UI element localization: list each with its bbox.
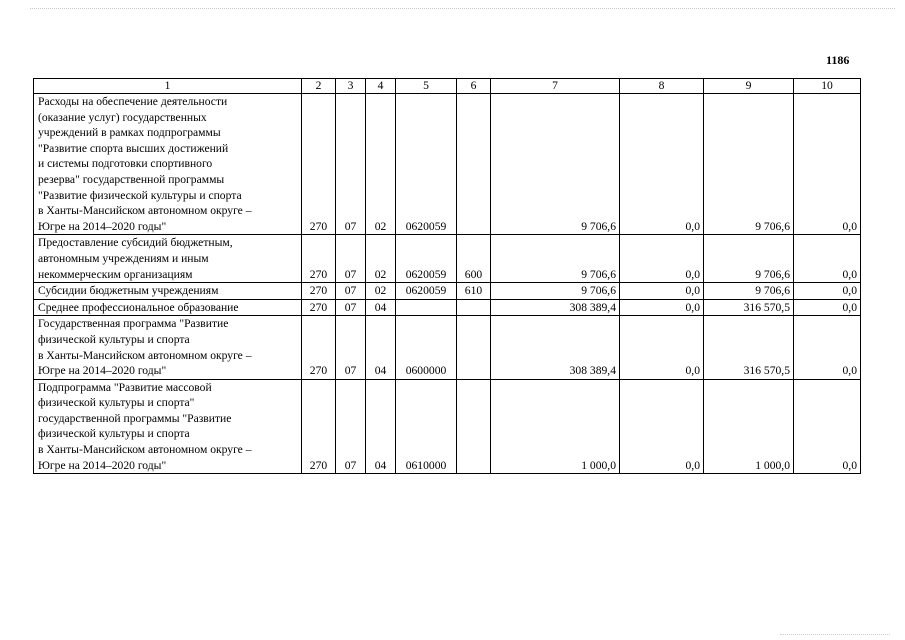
column-header: 1: [34, 79, 302, 94]
cell-subsection: 04: [366, 299, 396, 316]
expense-name-line: Государственная программа "Развитие: [38, 317, 229, 331]
cell-target-item: 0620059: [396, 94, 457, 235]
cell-expense-name: [34, 299, 302, 316]
cell-expense-name: [34, 316, 302, 379]
expense-name-line: Среднее профессиональное образование: [38, 300, 239, 314]
cell-admin-code: 270: [302, 235, 336, 283]
cell-subsection: 04: [366, 316, 396, 379]
cell-amount-col8: 0,0: [620, 283, 704, 300]
table-row: [34, 94, 861, 235]
cell-expense-name: [34, 94, 302, 235]
cell-subsection: 02: [366, 283, 396, 300]
cell-amount-col9: 1 000,0: [704, 379, 794, 474]
cell-section: 07: [336, 235, 366, 283]
cell-amount-col8: 0,0: [620, 316, 704, 379]
cell-expense-type: 610: [457, 283, 491, 300]
column-header: 6: [457, 79, 491, 94]
expense-name-line: (оказание услуг) государственных: [38, 110, 207, 124]
cell-amount-col7: 9 706,6: [491, 235, 620, 283]
expense-name-line: физической культуры и спорта: [38, 332, 190, 346]
cell-section: 07: [336, 94, 366, 235]
cell-expense-type: [457, 379, 491, 474]
cell-expense-type: 600: [457, 235, 491, 283]
cell-section: 07: [336, 283, 366, 300]
column-header: 3: [336, 79, 366, 94]
expense-name-line: некоммерческим организациям: [38, 267, 193, 281]
cell-amount-col10: 0,0: [794, 94, 861, 235]
cell-amount-col7: 308 389,4: [491, 299, 620, 316]
cell-target-item: 0610000: [396, 379, 457, 474]
cell-admin-code: 270: [302, 379, 336, 474]
table-row: [34, 299, 861, 316]
expense-name-line: "Развитие спорта высших достижений: [38, 141, 229, 155]
cell-amount-col8: 0,0: [620, 299, 704, 316]
table-row: [34, 235, 861, 283]
cell-section: 07: [336, 299, 366, 316]
cell-target-item: 0620059: [396, 283, 457, 300]
expense-name-line: физической культуры и спорта: [38, 427, 190, 441]
cell-amount-col8: 0,0: [620, 379, 704, 474]
column-header: 10: [794, 79, 861, 94]
column-header: 2: [302, 79, 336, 94]
column-header: 9: [704, 79, 794, 94]
expense-name-line: резерва" государственной программы: [38, 172, 225, 186]
expense-name-line: в Ханты-Мансийском автономном округе –: [38, 204, 252, 218]
expense-name-line: автономным учреждениям и иным: [38, 251, 209, 265]
cell-expense-name: [34, 283, 302, 300]
page-number: 1186: [826, 53, 850, 67]
expense-name-line: Субсидии бюджетным учреждениям: [38, 284, 219, 298]
column-header: 5: [396, 79, 457, 94]
cell-amount-col7: 1 000,0: [491, 379, 620, 474]
expense-name-line: и системы подготовки спортивного: [38, 157, 213, 171]
scan-edge-bottom: [780, 634, 890, 635]
cell-amount-col9: 9 706,6: [704, 235, 794, 283]
table-header-row: [34, 79, 861, 94]
cell-amount-col9: 9 706,6: [704, 283, 794, 300]
expense-name-line: "Развитие физической культуры и спорта: [38, 188, 242, 202]
cell-expense-type: [457, 299, 491, 316]
cell-subsection: 02: [366, 235, 396, 283]
cell-expense-name: [34, 379, 302, 474]
column-header: 8: [620, 79, 704, 94]
cell-expense-type: [457, 94, 491, 235]
table-body: [34, 94, 861, 474]
cell-admin-code: 270: [302, 299, 336, 316]
cell-subsection: 02: [366, 94, 396, 235]
expense-name-line: Предоставление субсидий бюджетным,: [38, 236, 233, 250]
cell-section: 07: [336, 316, 366, 379]
cell-amount-col7: 9 706,6: [491, 283, 620, 300]
cell-amount-col10: 0,0: [794, 379, 861, 474]
cell-amount-col9: 316 570,5: [704, 299, 794, 316]
cell-target-item: 0600000: [396, 316, 457, 379]
cell-amount-col10: 0,0: [794, 235, 861, 283]
expense-name-line: физической культуры и спорта": [38, 396, 195, 410]
cell-amount-col9: 9 706,6: [704, 94, 794, 235]
budget-table: [33, 78, 861, 474]
expense-name-line: государственной программы "Развитие: [38, 411, 232, 425]
cell-expense-type: [457, 316, 491, 379]
expense-name-line: учреждений в рамках подпрограммы: [38, 126, 221, 140]
cell-target-item: 0620059: [396, 235, 457, 283]
cell-admin-code: 270: [302, 283, 336, 300]
expense-name-line: Югре на 2014–2020 годы": [38, 364, 167, 378]
cell-admin-code: 270: [302, 94, 336, 235]
cell-admin-code: 270: [302, 316, 336, 379]
cell-amount-col7: 9 706,6: [491, 94, 620, 235]
expense-name-line: в Ханты-Мансийском автономном округе –: [38, 443, 252, 457]
cell-amount-col10: 0,0: [794, 316, 861, 379]
expense-name-line: Югре на 2014–2020 годы": [38, 458, 167, 472]
cell-amount-col7: 308 389,4: [491, 316, 620, 379]
cell-target-item: [396, 299, 457, 316]
expense-name-line: в Ханты-Мансийском автономном округе –: [38, 348, 252, 362]
cell-expense-name: [34, 235, 302, 283]
cell-amount-col10: 0,0: [794, 283, 861, 300]
table-row: [34, 379, 861, 474]
expense-name-line: Расходы на обеспечение деятельности: [38, 95, 228, 108]
expense-name-line: Югре на 2014–2020 годы": [38, 219, 167, 233]
column-header: 4: [366, 79, 396, 94]
table-row: [34, 316, 861, 379]
cell-amount-col10: 0,0: [794, 299, 861, 316]
scan-edge-top: [30, 8, 895, 9]
cell-amount-col8: 0,0: [620, 235, 704, 283]
table-row: [34, 283, 861, 300]
cell-amount-col9: 316 570,5: [704, 316, 794, 379]
cell-subsection: 04: [366, 379, 396, 474]
cell-section: 07: [336, 379, 366, 474]
expense-name-line: Подпрограмма "Развитие массовой: [38, 380, 212, 394]
column-header: 7: [491, 79, 620, 94]
cell-amount-col8: 0,0: [620, 94, 704, 235]
